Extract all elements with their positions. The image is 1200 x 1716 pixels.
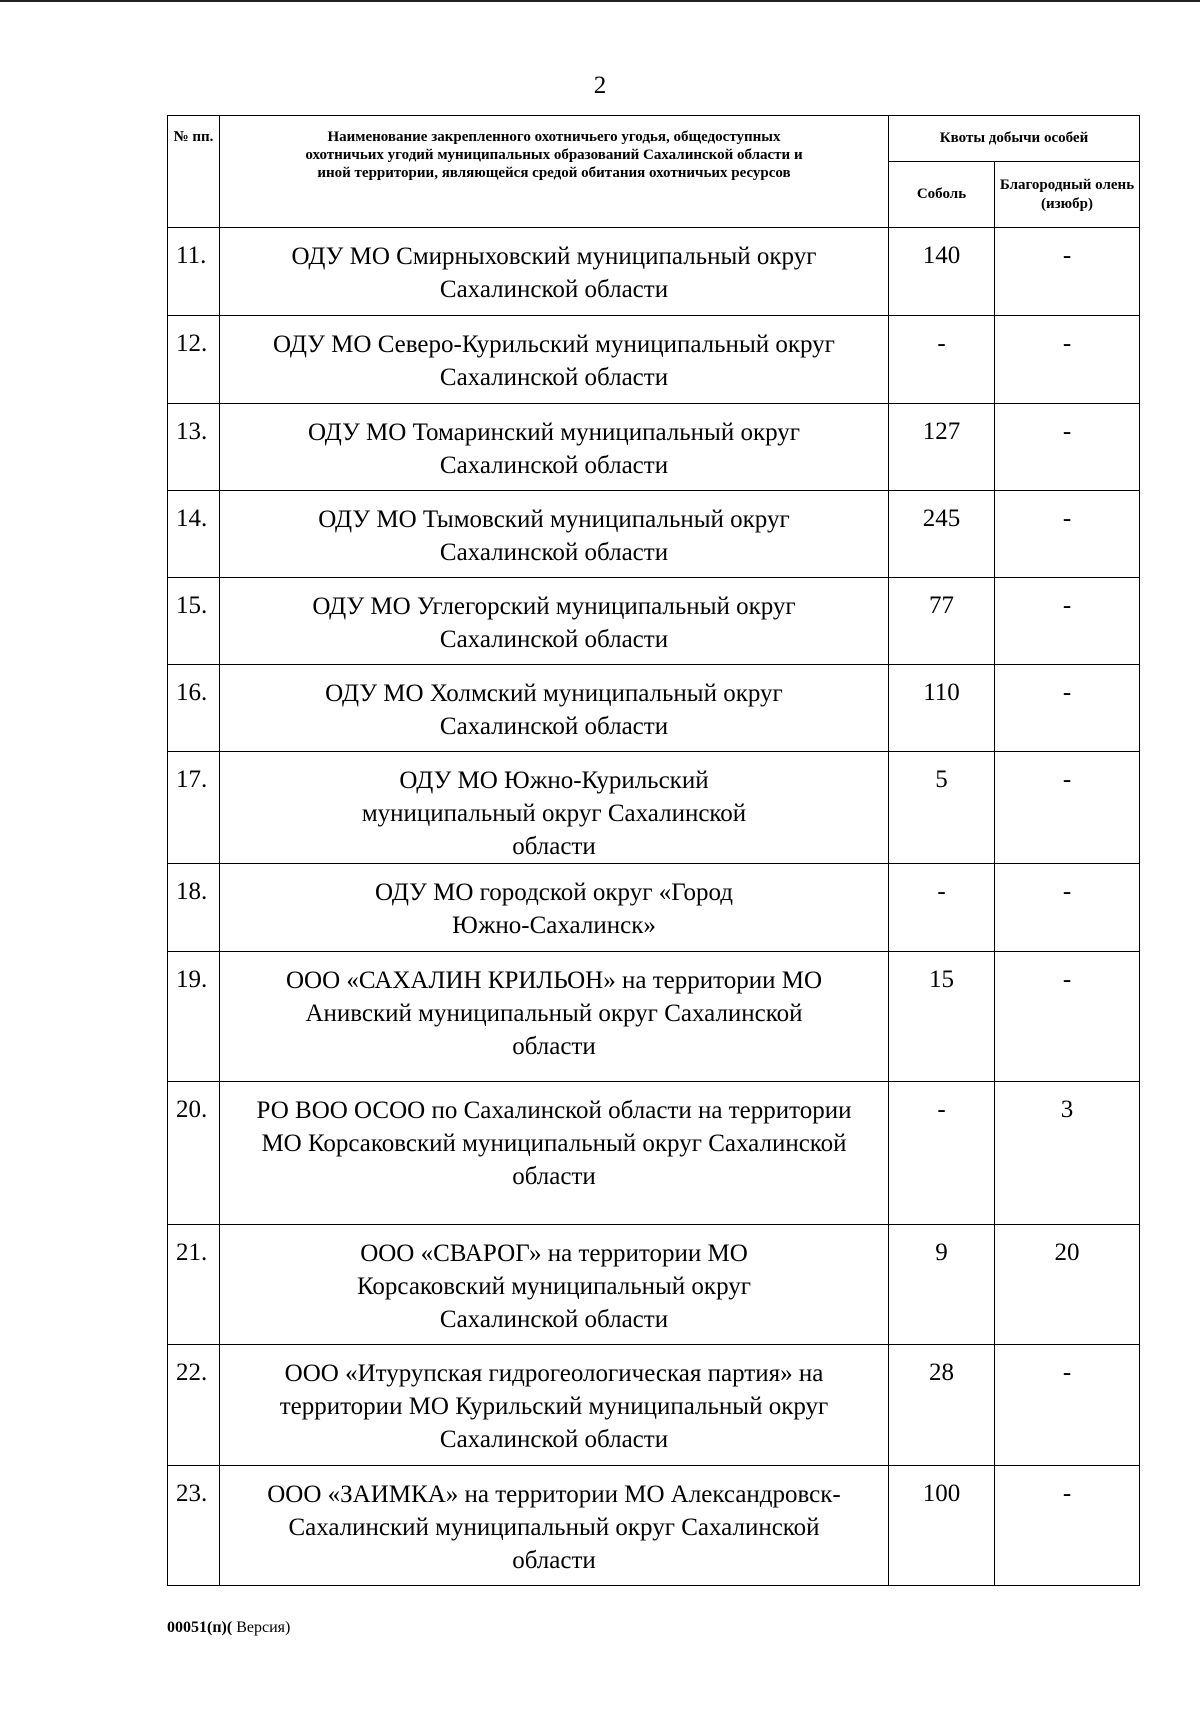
table-row bbox=[168, 952, 1140, 1082]
row-sable: - bbox=[889, 1082, 995, 1225]
row-sable: 140 bbox=[889, 228, 995, 316]
row-sable: 28 bbox=[889, 1345, 995, 1466]
header-sable: Соболь bbox=[889, 162, 995, 228]
row-sable: 77 bbox=[889, 578, 995, 665]
row-deer: 20 bbox=[995, 1225, 1140, 1345]
row-sable: - bbox=[889, 864, 995, 952]
row-num: 18. bbox=[168, 864, 220, 952]
row-num: 20. bbox=[168, 1082, 220, 1225]
table-row bbox=[168, 491, 1140, 578]
row-num: 17. bbox=[168, 752, 220, 864]
footer-code: 00051(п)( bbox=[167, 1619, 233, 1636]
row-sable: 9 bbox=[889, 1225, 995, 1345]
table-row bbox=[168, 1466, 1140, 1586]
quota-table bbox=[167, 115, 1140, 1586]
row-sable: 110 bbox=[889, 665, 995, 752]
document-footer-code bbox=[167, 1619, 290, 1637]
row-num: 13. bbox=[168, 404, 220, 491]
table-row bbox=[168, 665, 1140, 752]
row-sable: 100 bbox=[889, 1466, 995, 1586]
row-deer: - bbox=[995, 864, 1140, 952]
row-num: 19. bbox=[168, 952, 220, 1082]
row-num: 11. bbox=[168, 228, 220, 316]
row-deer: 3 bbox=[995, 1082, 1140, 1225]
table-row bbox=[168, 864, 1140, 952]
row-name: ООО «ЗАИМКА» на территории МО Александровск-Сахалинский муниципальный округ Сахалинской области bbox=[220, 1466, 889, 1586]
header-name: Наименование закрепленного охотничьего угодья, общедоступных охотничьих угодий муниципальных образований Сахалинской области и иной территории, являющейся средой обитания охотничьих ресурсов bbox=[220, 116, 889, 228]
row-name: ООО «СВАРОГ» на территории МО Корсаковский муниципальный округ Сахалинской области bbox=[220, 1225, 889, 1345]
row-deer: - bbox=[995, 1466, 1140, 1586]
row-name: ООО «Итурупская гидрогеологическая партия» на территории МО Курильский муниципальный округ Сахалинской области bbox=[220, 1345, 889, 1466]
header-num: № пп. bbox=[168, 116, 220, 228]
table-row bbox=[168, 316, 1140, 404]
row-deer: - bbox=[995, 316, 1140, 404]
row-num: 16. bbox=[168, 665, 220, 752]
row-name: ОДУ МО Тымовский муниципальный округ Сахалинской области bbox=[220, 491, 889, 578]
row-deer: - bbox=[995, 404, 1140, 491]
table-row bbox=[168, 1082, 1140, 1225]
table-row bbox=[168, 1225, 1140, 1345]
row-name: ОДУ МО Южно-Курильский муниципальный округ Сахалинской области bbox=[220, 752, 889, 864]
row-sable: - bbox=[889, 316, 995, 404]
row-deer: - bbox=[995, 578, 1140, 665]
table-row bbox=[168, 578, 1140, 665]
table-row bbox=[168, 228, 1140, 316]
header-quota-group: Квоты добычи особей bbox=[889, 116, 1140, 162]
row-name: РО ВОО ОСОО по Сахалинской области на территории МО Корсаковский муниципальный округ Сахалинской области bbox=[220, 1082, 889, 1225]
row-name: ООО «САХАЛИН КРИЛЬОН» на территории МО Анивский муниципальный округ Сахалинской области bbox=[220, 952, 889, 1082]
header-deer: Благородный олень (изюбр) bbox=[995, 162, 1140, 228]
row-name: ОДУ МО Смирныховский муниципальный округ Сахалинской области bbox=[220, 228, 889, 316]
row-name: ОДУ МО городской округ «Город Южно-Сахалинск» bbox=[220, 864, 889, 952]
row-num: 14. bbox=[168, 491, 220, 578]
row-deer: - bbox=[995, 952, 1140, 1082]
top-border-line bbox=[0, 0, 1200, 2]
table-row bbox=[168, 1345, 1140, 1466]
row-deer: - bbox=[995, 665, 1140, 752]
row-name: ОДУ МО Северо-Курильский муниципальный округ Сахалинской области bbox=[220, 316, 889, 404]
row-deer: - bbox=[995, 228, 1140, 316]
row-sable: 127 bbox=[889, 404, 995, 491]
row-sable: 5 bbox=[889, 752, 995, 864]
row-num: 23. bbox=[168, 1466, 220, 1586]
row-sable: 15 bbox=[889, 952, 995, 1082]
row-deer: - bbox=[995, 752, 1140, 864]
row-deer: - bbox=[995, 1345, 1140, 1466]
row-num: 21. bbox=[168, 1225, 220, 1345]
row-num: 12. bbox=[168, 316, 220, 404]
row-num: 15. bbox=[168, 578, 220, 665]
table-row bbox=[168, 752, 1140, 864]
row-deer: - bbox=[995, 491, 1140, 578]
row-sable: 245 bbox=[889, 491, 995, 578]
page-number: 2 bbox=[593, 72, 607, 99]
table-row bbox=[168, 404, 1140, 491]
row-name: ОДУ МО Холмский муниципальный округ Сахалинской области bbox=[220, 665, 889, 752]
row-num: 22. bbox=[168, 1345, 220, 1466]
footer-version: Версия) bbox=[232, 1619, 291, 1636]
row-name: ОДУ МО Томаринский муниципальный округ Сахалинской области bbox=[220, 404, 889, 491]
row-name: ОДУ МО Углегорский муниципальный округ Сахалинской области bbox=[220, 578, 889, 665]
